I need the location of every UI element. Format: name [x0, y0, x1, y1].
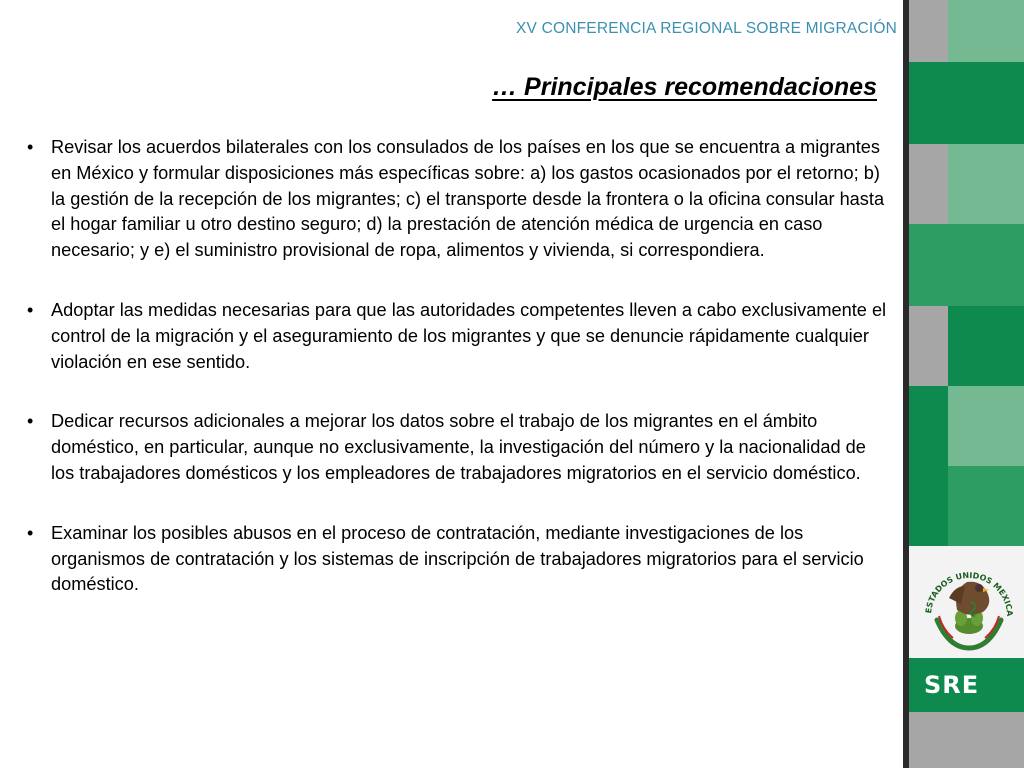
band-tile: [909, 306, 948, 386]
band-tile: [909, 144, 948, 224]
band-tile: [948, 0, 1024, 62]
band-tile: [948, 144, 1024, 224]
bullet-text: Dedicar recursos adicionales a mejorar los datos sobre el trabajo de los migrantes en el ámbito doméstico, en particular, aunque no exclusivamente, la investigación del número y la nacionalidad de los trabajadores domésticos y los empleadores de trabajadores migratorios en el servicio doméstico.: [51, 411, 866, 483]
bullet-text: Revisar los acuerdos bilaterales con los consulados de los países en los que se encuentra a migrantes en México y formular disposiciones más específicas sobre: a) los gastos ocasionados por el retorno; b) la gestión de la recepción de los migrantes; c) el transporte desde la frontera o la oficina consular hasta el hogar familiar u otro destino seguro; d) la prestación de atención médica de urgencia en caso necesario; y e) el suministro provisional de ropa, alimentos y vivienda, si correspondiera.: [51, 137, 885, 261]
bullet-text: Examinar los posibles abusos en el proceso de contratación, mediante investigaciones de los organismos de contratación y los sistemas de inscripción de trabajadores migratorios para el servicio doméstico.: [51, 522, 864, 595]
band-tile: [909, 0, 948, 62]
band-divider: [903, 0, 909, 768]
band-tile: [909, 62, 948, 144]
bullet-item: [27, 521, 892, 598]
agency-label: SRE: [924, 671, 980, 699]
band-tile: [909, 386, 948, 466]
bullet-icon: •: [27, 299, 34, 320]
mexican-coat-of-arms-icon: [909, 546, 1024, 658]
bullet-item: [27, 298, 892, 375]
emblem-text: ESTADOS UNIDOS MEXICA: [924, 570, 1015, 617]
band-tile: [909, 224, 948, 306]
bullet-text: Adoptar las medidas necesarias para que las autoridades competentes lleven a cabo exclusivamente el control de la migración y el aseguramiento de los migrantes y que se denuncie rápidamente cualquier violación en ese sentido.: [51, 299, 887, 372]
bullet-icon: •: [27, 411, 34, 432]
bullet-item: [27, 135, 892, 264]
bullet-list: [27, 135, 892, 632]
band-tile: [948, 466, 1024, 546]
emblem-panel: [909, 546, 1024, 658]
band-tile: [909, 466, 948, 546]
band-tile: [948, 224, 1024, 306]
bullet-icon: •: [27, 522, 34, 543]
band-tile: [948, 386, 1024, 466]
slide-title: … Principales recomendaciones: [492, 73, 877, 101]
band-tile: [948, 306, 1024, 386]
band-tile: [909, 712, 1024, 768]
conference-header: XV CONFERENCIA REGIONAL SOBRE MIGRACIÓN: [515, 20, 897, 37]
bullet-icon: •: [27, 137, 34, 157]
band-tile: [948, 62, 1024, 144]
bullet-item: [27, 409, 892, 486]
